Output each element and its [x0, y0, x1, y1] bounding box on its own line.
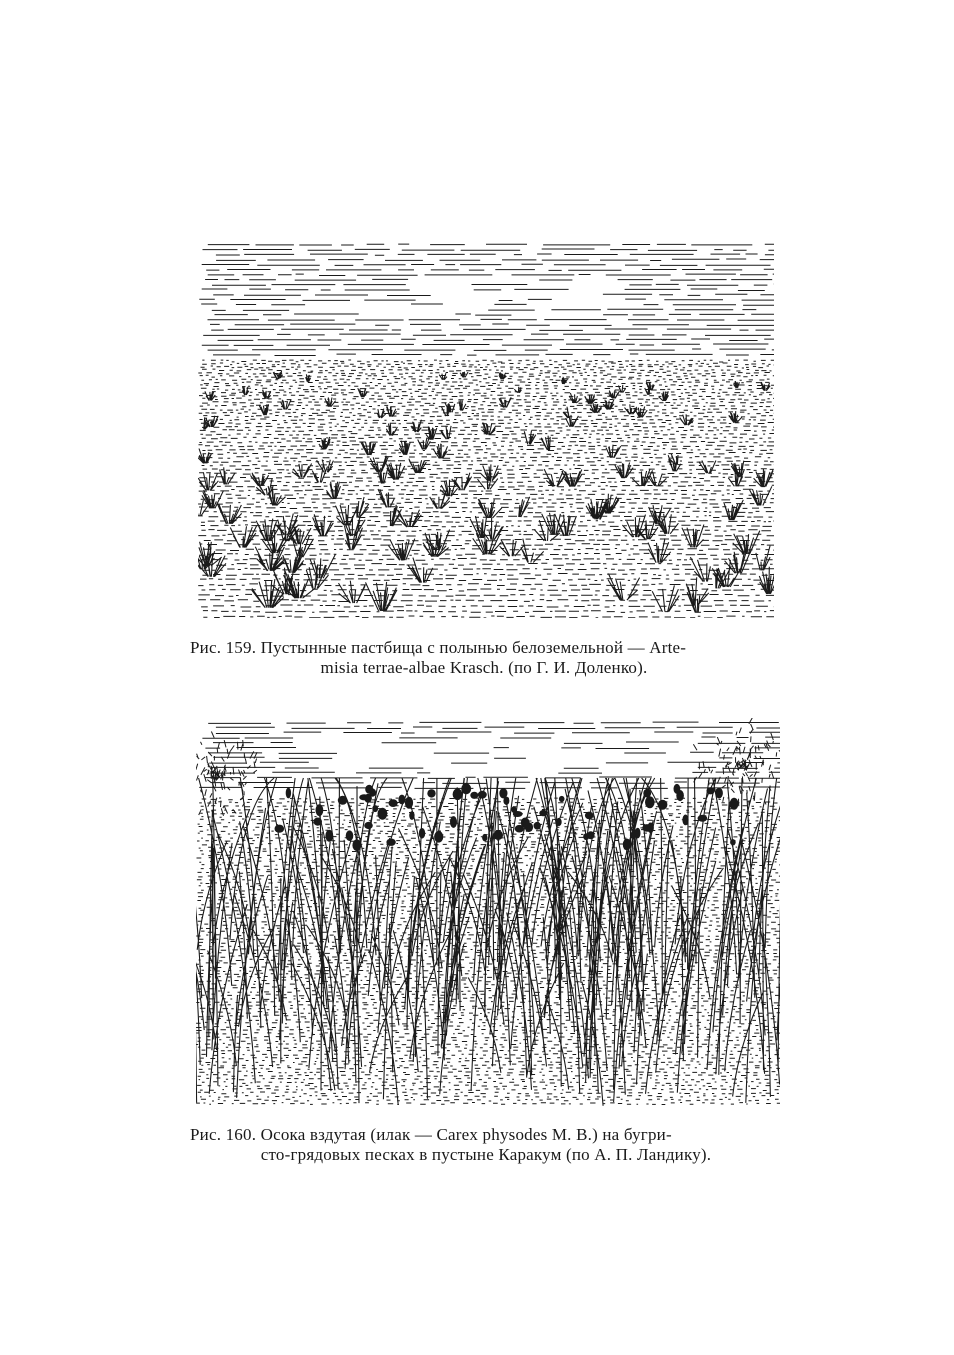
figure-159-caption: [190, 638, 778, 678]
desert-pasture-drawing: [198, 238, 774, 618]
figure-160-illustration: [196, 718, 780, 1106]
figure-160-caption: [190, 1125, 782, 1165]
figure-159-illustration: [198, 238, 774, 618]
figure-160-caption-line-2: сто-грядовых песках в пустыне Каракум (по А. П. Ландику).: [260, 1145, 712, 1164]
figure-159-caption-line-1: Рис. 159. Пустынные пастбища с полынью белоземельной — Arte-: [190, 638, 687, 657]
sedge-sand-drawing: [196, 718, 780, 1106]
figure-159-caption-line-2: misia terrae-albae Krasch. (по Г. И. Доленко).: [320, 658, 648, 677]
figure-160-caption-line-1: Рис. 160. Осока вздутая (илак — Carex physodes M. B.) на бугри-: [190, 1125, 672, 1144]
